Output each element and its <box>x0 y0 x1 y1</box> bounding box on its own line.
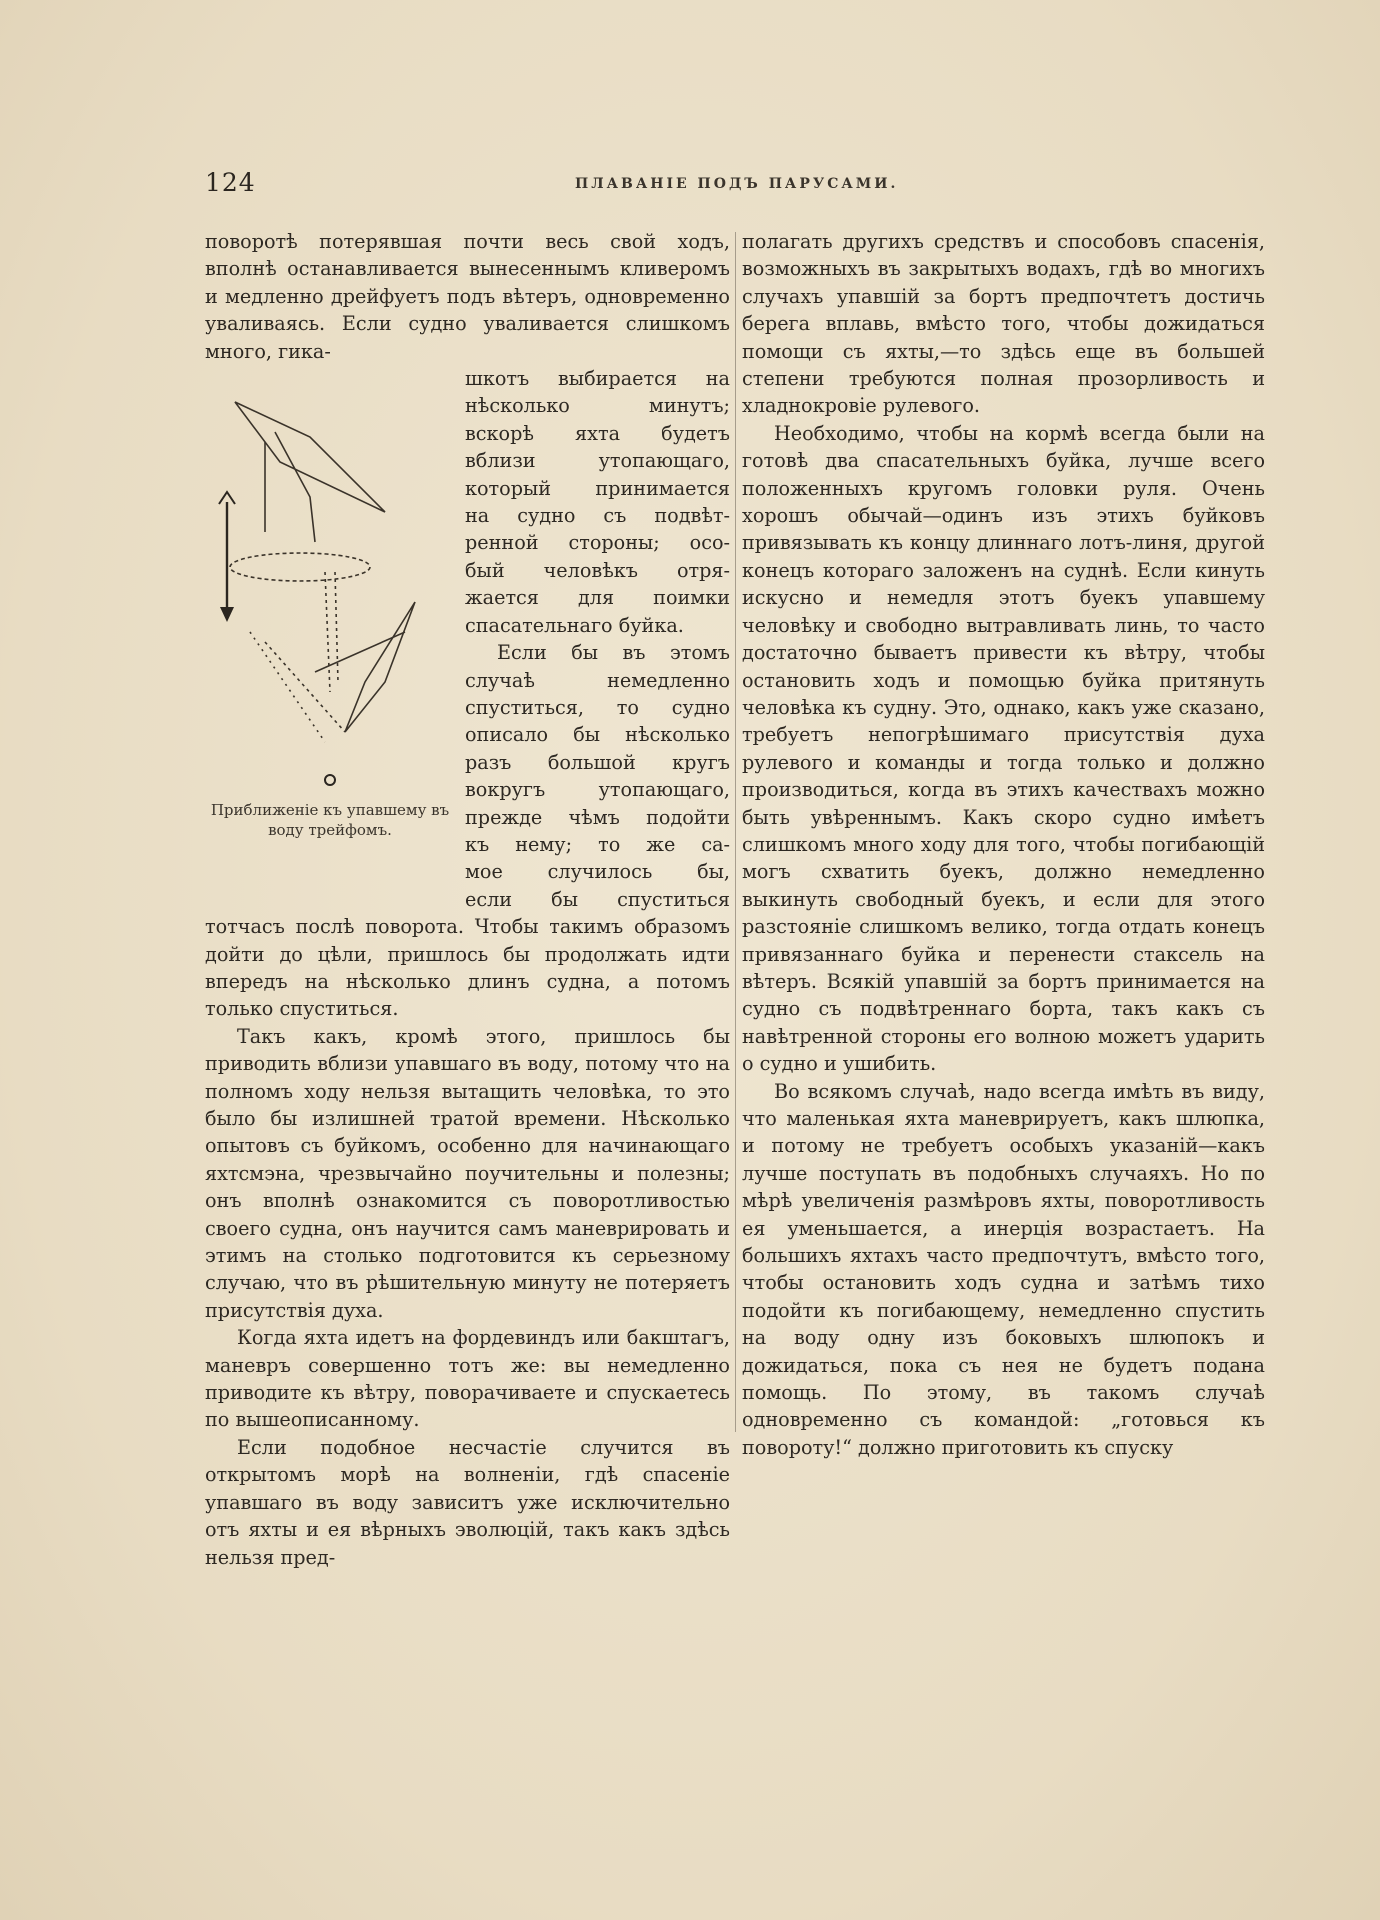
wrap-line: жается для поимки <box>465 586 730 610</box>
sail-line <box>275 432 315 542</box>
yacht-hull-bottom <box>345 602 415 732</box>
left-paragraph-5: Если подобное несчастіе случится въ открытомъ морѣ на волненіи, гдѣ спасеніе упавшаго въ воду зависитъ уже исключительно отъ яхты и ея вѣрныхъ эволюцій, такъ какъ здѣсь нельзя пред- <box>205 1435 730 1569</box>
maneuver-figure <box>205 392 457 872</box>
right-column <box>742 228 1265 1461</box>
left-paragraph-4: Когда яхта идетъ на фордевиндъ или бакштагъ, маневръ совершенно тотъ же: вы немедленно приводите къ вѣтру, поворачиваете и спускаетесь по вышеописанному. <box>205 1326 730 1432</box>
wrap-line: спуститься, то судно <box>465 695 730 719</box>
person-in-water-icon <box>325 775 335 785</box>
wrap-line: разъ большой кругъ <box>465 750 730 774</box>
wrap-line: мое случилось бы, <box>465 860 730 884</box>
wrap-line: прежде чѣмъ подойти <box>465 805 730 829</box>
wrap-line: вскорѣ яхта будетъ <box>465 421 730 445</box>
tacking-diagram <box>205 392 457 792</box>
wind-arrow-icon <box>219 492 235 622</box>
figure-caption: Приближеніе къ упавшему въ воду трейфомъ. <box>210 801 450 839</box>
wrap-line: шкотъ выбирается на <box>465 367 730 391</box>
drift-path-1 <box>265 642 345 732</box>
page-header <box>205 168 1265 208</box>
right-paragraph-1: полагать другихъ средствъ и способовъ спасенія, возможныхъ въ закрытыхъ водахъ, гдѣ во многихъ случахъ упавшій за бортъ предпочтетъ достичь берега вплавь, вмѣсто того, чтобы дожидаться помощи съ яхты,—то здѣсь еще въ большей степени требуются полная прозорливость и хладнокровіе рулевого. <box>742 230 1265 418</box>
wrap-line: вокругъ утопающаго, <box>465 778 730 802</box>
drift-path-2 <box>250 632 325 742</box>
wrap-line: бый человѣкъ отря- <box>465 558 730 582</box>
wrap-line: если бы спуститься <box>465 887 730 911</box>
right-paragraph-2: Необходимо, чтобы на кормѣ всегда были на готовѣ два спасательныхъ буйка, лучше всего положенныхъ кругомъ головки руля. Очень хорошъ обычай—одинъ изъ этихъ буйковъ привязывать къ концу длиннаго лотъ-линя, другой конецъ котораго заложенъ на суднѣ. Если кинуть искусно и немедля этотъ буекъ упавшему человѣку и свободно вытравливать линь, то часто достаточно бываетъ привести къ вѣтру, чтобы остановить ходъ и помощью буйка притянуть человѣка къ судну. Это, однако, какъ уже сказано, требуетъ непогрѣшимаго присутствія духа рулевого и команды и тогда только и должно производиться, когда въ этихъ качествахъ можно быть увѣреннымъ. Какъ скоро судно имѣетъ слишкомъ много ходу для того, чтобы погибающій могъ схватить буекъ, должно немедленно выкинуть свободный буекъ, и если для этого разстояніе слишкомъ велико, тогда отдать конецъ привязаннаго буйка и перенести стаксель на вѣтеръ. Всякій упавшій за бортъ принимается на судно съ подвѣтреннаго борта, такъ какъ съ навѣтренной стороны его волною можетъ ударить о судно и ушибить. <box>742 421 1265 1076</box>
wrap-line: вблизи утопающаго, <box>465 449 730 473</box>
wrap-line: на судно съ подвѣт- <box>465 504 730 528</box>
left-paragraph-2-continuation: тотчасъ послѣ поворота. Чтобы такимъ образомъ дойти до цѣли, пришлось бы продолжать идти впередъ на нѣсколько длинъ судна, а потомъ только спуститься. <box>205 915 730 1021</box>
page-number: 124 <box>205 168 256 197</box>
wrap-line: случаѣ немедленно <box>465 668 730 692</box>
wrap-line: нѣсколько минутъ; <box>465 394 730 418</box>
wrap-line: который принимается <box>465 476 730 500</box>
wrap-line: описало бы нѣсколько <box>465 723 730 747</box>
left-paragraph-3: Такъ какъ, кромѣ этого, пришлось бы приводить вблизи упавшаго въ воду, потому что на полномъ ходу нельзя вытащить человѣка, то это было бы излишней тратой времени. Нѣсколько опытовъ съ буйкомъ, особенно для начинающаго яхтсмэна, чрезвычайно поучительны и полезны; онъ вполнѣ ознакомится съ поворотливостью своего судна, онъ научится самъ маневрировать и этимъ на столько подготовится къ серьезному случаю, что въ рѣшительную минуту не потеряетъ присутствія духа. <box>205 1024 730 1322</box>
wrap-line: къ нему; то же са- <box>465 832 730 856</box>
circle-path-ellipse <box>230 553 370 581</box>
left-paragraph-1: поворотѣ потерявшая почти весь свой ходъ, вполнѣ останавливается вынесеннымъ кливеромъ и медленно дрейфуетъ подъ вѣтеръ, одновременно уваливаясь. Если судно уваливается слишкомъ много, гика- <box>205 230 730 363</box>
wrap-line: Если бы въ этомъ <box>497 641 730 665</box>
right-paragraph-3: Во всякомъ случаѣ, надо всегда имѣть въ виду, что маленькая яхта маневрируетъ, какъ шлюпка, и потому не требуетъ особыхъ указаній—какъ лучше поступать въ подобныхъ случаяхъ. Но по мѣрѣ увеличенія размѣровъ яхты, поворотливость ея уменьшается, а инерція возрастаетъ. На большихъ яхтахъ часто предпочтутъ, вмѣсто того, чтобы остановить ходъ судна и затѣмъ тихо подойти къ погибающему, немедленно спустить на воду одну изъ боковыхъ шлюпокъ и дожидаться, пока съ нея не будетъ подана помощь. По этому, въ такомъ случаѣ одновременно съ командой: „готовься къ повороту!“ должно приготовить къ спуску <box>742 1079 1265 1459</box>
wrap-line: ренной стороны; осо- <box>465 531 730 555</box>
column-divider <box>735 232 736 1432</box>
wrap-line: спасательнаго буйка. <box>465 613 684 637</box>
running-title: ПЛАВАНІЕ ПОДЪ ПАРУСАМИ. <box>575 176 899 192</box>
approach-path-1 <box>325 572 330 692</box>
approach-path-2 <box>335 572 338 682</box>
